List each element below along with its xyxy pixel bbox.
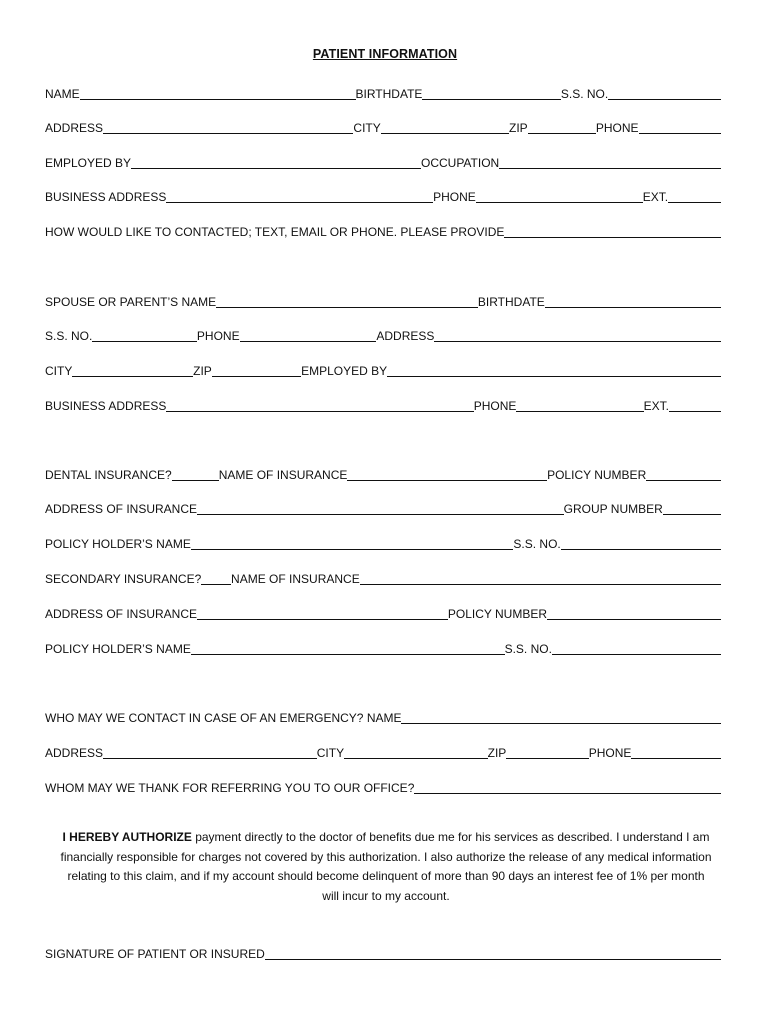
address-of-insurance-field[interactable] xyxy=(197,502,564,515)
spouse-employed-by-label: EMPLOYED BY xyxy=(301,364,388,378)
authorization-text: payment directly to the doctor of benefits due me for his services as described. I understand I am financially responsible for charges not covered by this authorization. I also authorize the release of any medical information relating to this claim, and if my account should become delinquent of more than 90 days an interest fee of 1% per month will incur to my account. xyxy=(60,830,712,903)
secondary-policy-number-label: POLICY NUMBER xyxy=(447,607,548,621)
emergency-address-label: ADDRESS xyxy=(45,746,104,760)
authorization-statement xyxy=(60,828,712,906)
patient-city-label: CITY xyxy=(353,121,381,135)
secondary-policy-holder-row xyxy=(45,638,721,656)
patient-zip-field[interactable] xyxy=(528,121,596,134)
spouse-city-field[interactable] xyxy=(72,364,193,377)
spouse-business-phone-label: PHONE xyxy=(473,399,517,413)
patient-ext-label: EXT. xyxy=(642,190,669,204)
patient-name-field[interactable] xyxy=(80,87,356,100)
secondary-policy-holder-name-field[interactable] xyxy=(191,642,505,655)
spouse-business-row xyxy=(45,395,721,413)
patient-zip-label: ZIP xyxy=(509,121,528,135)
authorization-heading: I HEREBY AUTHORIZE xyxy=(62,830,192,844)
patient-name-label: NAME xyxy=(45,87,80,101)
spouse-address-label: ADDRESS xyxy=(376,329,435,343)
policy-holder-name-label: POLICY HOLDER’S NAME xyxy=(45,537,191,551)
patient-employed-by-field[interactable] xyxy=(131,156,421,169)
secondary-policy-holder-name-label: POLICY HOLDER’S NAME xyxy=(45,642,191,656)
policy-number-label: POLICY NUMBER xyxy=(547,468,647,482)
patient-ssno-field[interactable] xyxy=(608,87,721,100)
emergency-contact-row xyxy=(45,707,721,725)
signature-field[interactable] xyxy=(265,947,721,960)
patient-employment-row xyxy=(45,152,721,170)
spouse-zip-field[interactable] xyxy=(212,364,301,377)
secondary-insurance-label: SECONDARY INSURANCE? xyxy=(45,572,202,586)
secondary-address-of-insurance-label: ADDRESS OF INSURANCE xyxy=(45,607,198,621)
policy-holder-row xyxy=(45,533,721,551)
patient-business-phone-label: PHONE xyxy=(433,190,476,204)
patient-ssno-label: S.S. NO. xyxy=(560,87,609,101)
emergency-address-field[interactable] xyxy=(103,746,317,759)
name-of-insurance-field[interactable] xyxy=(347,468,547,481)
address-of-insurance-row xyxy=(45,498,721,516)
signature-row xyxy=(45,943,721,961)
secondary-insurance-field[interactable] xyxy=(201,572,231,585)
spouse-business-phone-field[interactable] xyxy=(516,399,643,412)
policy-holder-ssno-label: S.S. NO. xyxy=(513,537,561,551)
referral-field[interactable] xyxy=(414,781,721,794)
spouse-ssno-label: S.S. NO. xyxy=(45,329,93,343)
patient-city-field[interactable] xyxy=(381,121,509,134)
secondary-insurance-row xyxy=(45,568,721,586)
spouse-city-label: CITY xyxy=(45,364,73,378)
secondary-name-of-insurance-field[interactable] xyxy=(360,572,721,585)
contact-preference-label: HOW WOULD LIKE TO CONTACTED; TEXT, EMAIL OR PHONE. PLEASE PROVIDE xyxy=(45,225,505,239)
patient-address-row xyxy=(45,117,721,135)
patient-business-row xyxy=(45,186,721,204)
spouse-employed-by-field[interactable] xyxy=(387,364,721,377)
emergency-zip-label: ZIP xyxy=(487,746,507,760)
spouse-ext-label: EXT. xyxy=(643,399,669,413)
spouse-birthdate-field[interactable] xyxy=(545,295,721,308)
spouse-name-label: SPOUSE OR PARENT’S NAME xyxy=(45,295,217,309)
patient-phone-field[interactable] xyxy=(639,121,721,134)
spouse-name-field[interactable] xyxy=(216,295,478,308)
emergency-city-label: CITY xyxy=(316,746,345,760)
form-title: PATIENT INFORMATION xyxy=(312,47,458,61)
patient-address-label: ADDRESS xyxy=(45,121,104,135)
secondary-name-of-insurance-label: NAME OF INSURANCE xyxy=(231,572,360,586)
dental-insurance-label: DENTAL INSURANCE? xyxy=(45,468,172,482)
spouse-ssno-field[interactable] xyxy=(92,329,197,342)
group-number-label: GROUP NUMBER xyxy=(563,502,663,516)
patient-phone-label: PHONE xyxy=(595,121,639,135)
patient-occupation-field[interactable] xyxy=(499,156,721,169)
patient-business-address-label: BUSINESS ADDRESS xyxy=(45,190,167,204)
emergency-city-field[interactable] xyxy=(344,746,488,759)
contact-preference-row xyxy=(45,221,721,239)
secondary-address-of-insurance-field[interactable] xyxy=(197,607,448,620)
secondary-policy-number-field[interactable] xyxy=(547,607,721,620)
emergency-phone-label: PHONE xyxy=(588,746,632,760)
referral-label: WHOM MAY WE THANK FOR REFERRING YOU TO OUR OFFICE? xyxy=(45,781,415,795)
spouse-phone-label: PHONE xyxy=(196,329,240,343)
spouse-ssno-row xyxy=(45,325,721,343)
spouse-city-row xyxy=(45,360,721,378)
spouse-business-address-field[interactable] xyxy=(166,399,473,412)
policy-holder-ssno-field[interactable] xyxy=(561,537,721,550)
group-number-field[interactable] xyxy=(663,502,721,515)
secondary-policy-holder-ssno-field[interactable] xyxy=(552,642,721,655)
dental-insurance-field[interactable] xyxy=(172,468,219,481)
dental-insurance-row xyxy=(45,464,721,482)
secondary-address-row xyxy=(45,603,721,621)
spouse-business-address-label: BUSINESS ADDRESS xyxy=(45,399,167,413)
signature-label: SIGNATURE OF PATIENT OR INSURED xyxy=(45,947,265,961)
policy-holder-name-field[interactable] xyxy=(191,537,514,550)
name-of-insurance-label: NAME OF INSURANCE xyxy=(218,468,348,482)
spouse-name-row xyxy=(45,291,721,309)
spouse-birthdate-label: BIRTHDATE xyxy=(477,295,545,309)
patient-occupation-label: OCCUPATION xyxy=(420,156,500,170)
policy-number-field[interactable] xyxy=(646,468,721,481)
patient-birthdate-label: BIRTHDATE xyxy=(355,87,423,101)
spouse-ext-field[interactable] xyxy=(669,399,721,412)
patient-name-row xyxy=(45,83,721,101)
emergency-contact-label: WHO MAY WE CONTACT IN CASE OF AN EMERGENCY? NAME xyxy=(45,711,402,725)
emergency-address-row xyxy=(45,742,721,760)
spouse-zip-label: ZIP xyxy=(193,364,212,378)
patient-employed-by-label: EMPLOYED BY xyxy=(45,156,132,170)
patient-business-address-field[interactable] xyxy=(166,190,433,203)
patient-business-phone-field[interactable] xyxy=(476,190,643,203)
spouse-phone-field[interactable] xyxy=(240,329,377,342)
patient-ext-field[interactable] xyxy=(668,190,721,203)
secondary-policy-holder-ssno-label: S.S. NO. xyxy=(504,642,552,656)
emergency-zip-field[interactable] xyxy=(506,746,588,759)
address-of-insurance-label: ADDRESS OF INSURANCE xyxy=(45,502,198,516)
patient-birthdate-field[interactable] xyxy=(422,87,560,100)
emergency-contact-field[interactable] xyxy=(401,711,721,724)
spouse-address-field[interactable] xyxy=(434,329,721,342)
emergency-phone-field[interactable] xyxy=(631,746,721,759)
referral-row xyxy=(45,777,721,795)
contact-preference-field[interactable] xyxy=(504,225,721,238)
patient-address-field[interactable] xyxy=(103,121,353,134)
